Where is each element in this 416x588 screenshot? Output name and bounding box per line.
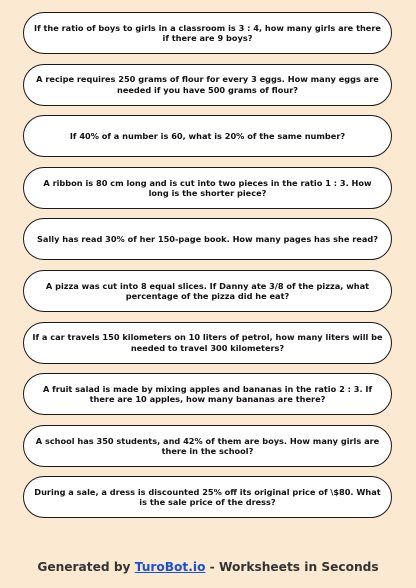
question-text: If 40% of a number is 60, what is 20% of the same number? (69, 131, 346, 142)
question-card (23, 64, 392, 106)
question-card (23, 425, 392, 467)
question-card (23, 218, 392, 260)
footer-prefix: Generated by (37, 560, 135, 574)
question-card (23, 12, 392, 54)
footer-suffix: - Worksheets in Seconds (205, 560, 379, 574)
question-card (23, 373, 392, 415)
question-card (23, 270, 392, 312)
question-text: A ribbon is 80 cm long and is cut into two pieces in the ratio 1 : 3. How long is the shorter piece? (43, 177, 372, 198)
question-text: If a car travels 150 kilometers on 10 liters of petrol, how many liters will be needed to travel 300 kilometers? (32, 332, 383, 353)
question-text: A school has 350 students, and 42% of them are boys. How many girls are there in the school? (35, 435, 380, 456)
question-list (23, 12, 393, 528)
question-text: A fruit salad is made by mixing apples and bananas in the ratio 2 : 3. If there are 10 apples, how many bananas are there? (42, 383, 373, 405)
question-card (23, 476, 392, 518)
question-card (23, 322, 392, 364)
question-text: A recipe requires 250 grams of flour for every 3 eggs. How many eggs are needed if you have 500 grams of flour? (36, 74, 379, 95)
turobot-link[interactable]: TuroBot.io (134, 560, 206, 574)
footer (0, 560, 416, 574)
question-text: During a sale, a dress is discounted 25% off its original price of \$80. What is the sale price of the dress? (34, 487, 381, 508)
question-card (23, 167, 392, 209)
question-card (23, 115, 392, 157)
question-text: If the ratio of boys to girls in a classroom is 3 : 4, how many girls are there if there are 9 boys? (34, 22, 381, 43)
question-text: A pizza was cut into 8 equal slices. If Danny ate 3/8 of the pizza, what percentage of the pizza did he eat? (45, 280, 370, 301)
question-text: Sally has read 30% of her 150-page book. How many pages has she read? (37, 234, 378, 245)
